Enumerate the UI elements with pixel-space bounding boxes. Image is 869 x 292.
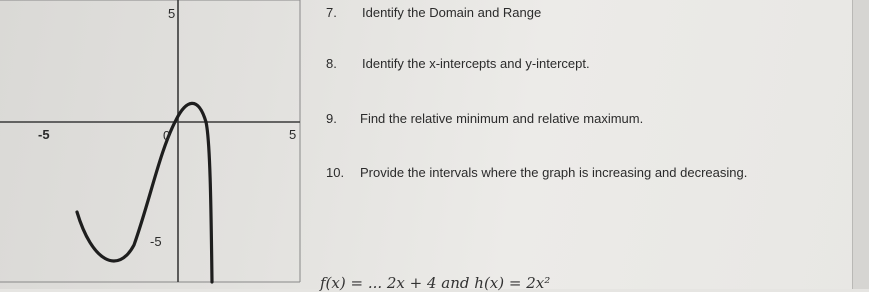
question-10: [326, 165, 747, 180]
function-curve: [77, 103, 212, 282]
question-number: 9.: [326, 111, 337, 126]
question-number: 10.: [326, 165, 345, 180]
function-graph: [0, 0, 320, 289]
y-label-top: 5: [168, 6, 176, 21]
question-number: 8.: [326, 56, 337, 71]
y-label-bottom: -5: [150, 234, 162, 249]
origin-label: 0: [163, 128, 171, 143]
question-text: Identify the Domain and Range: [362, 5, 542, 20]
question-text: Provide the intervals where the graph is increasing and decreasing.: [360, 165, 748, 180]
question-text: Identify the x-intercepts and y-intercept.: [362, 56, 590, 71]
question-number: 7.: [326, 5, 337, 20]
page-edge: [852, 0, 869, 289]
question-7: [326, 5, 541, 20]
question-9: [326, 111, 643, 126]
question-text: Find the relative minimum and relative maximum.: [360, 111, 644, 126]
x-label-pos: 5: [289, 127, 297, 142]
question-8: [326, 56, 590, 71]
x-label-neg: -5: [38, 127, 50, 142]
cut-off-text: f(x) = ... 2x + 4 and h(x) = 2x²: [320, 274, 551, 292]
